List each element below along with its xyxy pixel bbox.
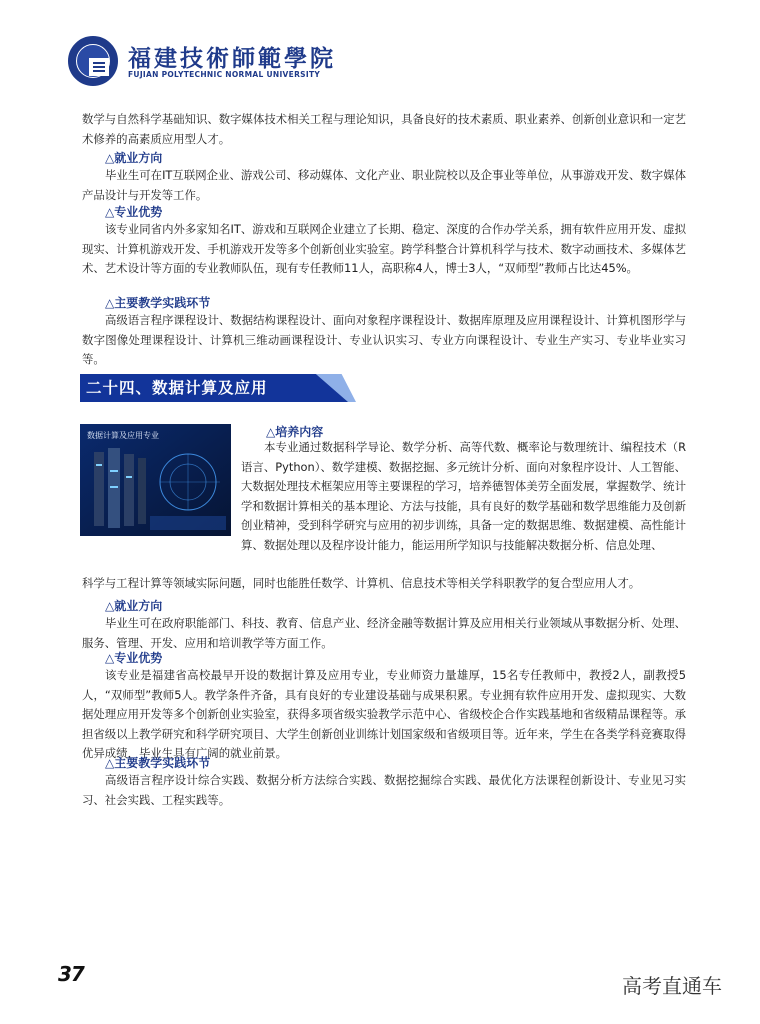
employment-text: 毕业生可在政府职能部门、科技、教育、信息产业、经济金融等数据计算及应用相关行业领域从事数据分析、处理、服务、管理、开发、应用和培训教学等方面工作。 <box>82 616 686 650</box>
prev-advantage-text: 该专业同省内外多家知名IT、游戏和互联网企业建立了长期、稳定、深度的合作办学关系，拥有软件应用开发、虚拟现实、计算机游戏开发、手机游戏开发等多个创新创业实验室。跨学科整合计算机科学与技术、数字动画技术、多媒体艺术、艺术设计等方面的专业教师队伍，现有专任教师11人，高职称4人，博士3人，“双师型”教师占比达45%。 <box>82 222 686 275</box>
school-seal-logo <box>68 36 118 86</box>
section-title: 二十四、数据计算及应用 <box>86 379 268 397</box>
practice-heading: △主要教学实践环节 <box>105 756 211 770</box>
section-photo <box>80 424 231 536</box>
prev-employment-text: 毕业生可在IT互联网企业、游戏公司、移动媒体、文化产业、职业院校以及企事业等单位，从事游戏开发、数字媒体产品设计与开发等工作。 <box>82 168 686 202</box>
training-text-wrap: 本专业通过数据科学导论、数学分析、高等代数、概率论与数理统计、编程技术（R语言、Python）、数学建模、数据挖掘、多元统计分析、面向对象程序设计、人工智能、大数据处理技术框架应用等主要课程的学习，培养德智体美劳全面发展，掌握数学、统计学和数据计算相关的基本理论、方法与技能，具有良好的数学基础和数学思维能力及创新创业精神，受到科学研究与应用的初步训练，具备一定的数据思维、数据建模、高性能计算、数据处理以及程序设计能力，能运用所学知识与技能解决数据分析、信息处理、 <box>241 440 686 552</box>
school-name-cn: 福建技術師範學院 <box>128 45 336 72</box>
prev-practice-text: 高级语言程序课程设计、数据结构课程设计、面向对象程序课程设计、数据库原理及应用课程设计、计算机图形学与数字图像处理课程设计、计算机三维动画课程设计、专业认识实习、专业方向课程设计、专业生产实习、专业毕业实习等。 <box>82 313 686 366</box>
watermark: 高考直通车 <box>622 974 722 998</box>
advantage-heading: △专业优势 <box>105 651 163 665</box>
practice-text: 高级语言程序设计综合实践、数据分析方法综合实践、数据挖掘综合实践、最优化方法课程创新设计、专业见习实习、社会实践、工程实践等。 <box>82 773 686 807</box>
training-heading: △培养内容 <box>266 425 324 439</box>
school-name-en: FUJIAN POLYTECHNIC NORMAL UNIVERSITY <box>128 70 321 79</box>
prev-advantage-heading: △专业优势 <box>105 205 163 219</box>
prev-intro-tail: 数学与自然科学基础知识、数字媒体技术相关工程与理论知识，具备良好的技术素质、职业素养、创新创业意识和一定艺术修养的高素质应用型人才。 <box>82 112 686 146</box>
page-number: 37 <box>58 962 84 986</box>
prev-practice-heading: △主要教学实践环节 <box>105 296 211 310</box>
employment-heading: △就业方向 <box>105 599 163 613</box>
training-text-tail: 科学与工程计算等领域实际问题，同时也能胜任数学、计算机、信息技术等相关学科职教学的复合型应用人才。 <box>82 576 641 590</box>
advantage-text: 该专业是福建省高校最早开设的数据计算及应用专业，专业师资力量雄厚，15名专任教师中，教授2人，副教授5人，“双师型”教师5人。教学条件齐备，具有良好的专业建设基础与成果积累。专业拥有软件应用开发、虚拟现实、大数据处理应用开发等多个创新创业实验室，获得多项省级实验教学示范中心、省级校企合作实践基地和省级精品课程等。承担省级以上教学研究和科学研究项目、大学生创新创业训练计划国家级和省级项目等。近年来，学生在各类学科竞赛取得优异成绩，毕业生具有广阔的就业前景。 <box>82 668 686 760</box>
prev-employment-heading: △就业方向 <box>105 151 163 165</box>
page-header <box>68 36 368 88</box>
photo-caption: 数据计算及应用专业 <box>87 431 159 440</box>
